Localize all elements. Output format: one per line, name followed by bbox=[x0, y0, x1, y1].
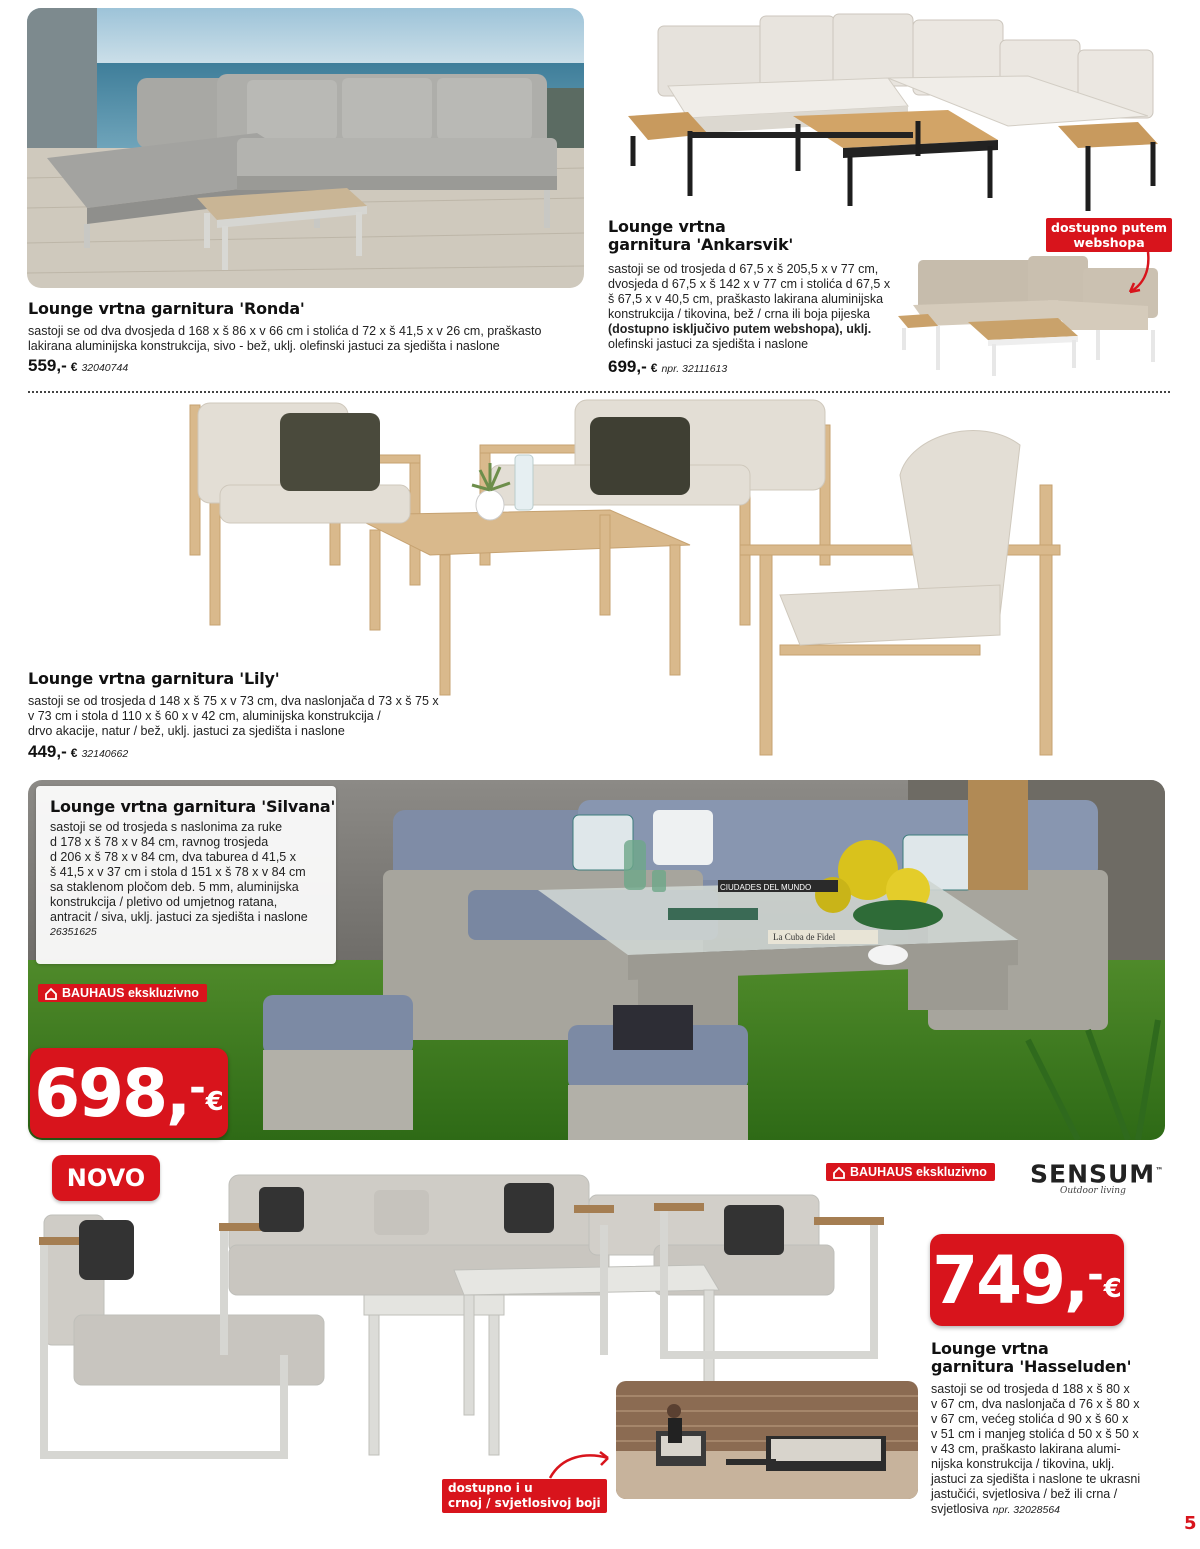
ankarsvik-desc-line: (dostupno isključivo putem webshopa), uklj. bbox=[608, 322, 872, 336]
novo-label: NOVO bbox=[66, 1164, 146, 1192]
webshop-arrow-icon bbox=[1120, 250, 1160, 300]
ronda-description bbox=[28, 324, 588, 354]
ankarsvik-title bbox=[608, 218, 793, 254]
sensum-logo bbox=[1030, 1158, 1170, 1198]
sensum-tm: ™ bbox=[1155, 1166, 1165, 1175]
ronda-article-number: 32040744 bbox=[81, 362, 129, 374]
lily-article-number: 32140662 bbox=[81, 748, 129, 760]
ankarsvik-photo bbox=[628, 6, 1176, 216]
ankarsvik-description bbox=[608, 262, 908, 352]
ankarsvik-desc-line: dvosjeda d 67,5 x š 142 x v 77 cm i stolića d 67,5 x bbox=[608, 277, 891, 291]
webshop-badge bbox=[1046, 218, 1172, 252]
sensum-brand: SENSUM bbox=[1030, 1159, 1156, 1189]
hasseluden-desc-line: jastuci za sjedišta i naslone te ukrasni bbox=[931, 1472, 1141, 1486]
ankarsvik-desc-line: š 67,5 x v 40,5 cm, praškasto lakirana aluminijska bbox=[608, 292, 884, 306]
ankarsvik-title-line: garnitura 'Ankarsvik' bbox=[608, 235, 794, 254]
lily-price-row bbox=[28, 742, 128, 762]
lily-desc-line: v 73 cm i stola d 110 x š 60 x v 42 cm, aluminijska konstrukcija / bbox=[28, 709, 381, 723]
webshop-badge-line: webshopa bbox=[1073, 235, 1145, 250]
silvana-book-title: La Cuba de Fidel bbox=[773, 932, 836, 942]
ankarsvik-title-line: Lounge vrtna bbox=[608, 217, 726, 236]
ronda-price: 559,- bbox=[28, 356, 67, 375]
ronda-photo bbox=[27, 8, 584, 288]
hasseluden-description bbox=[931, 1382, 1171, 1518]
silvana-exclusive-label: BAUHAUS ekskluzivno bbox=[62, 986, 199, 1000]
ankarsvik-article-number: npr. 32111613 bbox=[661, 363, 728, 375]
hasseluden-title bbox=[931, 1340, 1131, 1376]
page-number: 5 bbox=[1184, 1513, 1197, 1534]
hasseluden-title-line: Lounge vrtna bbox=[931, 1339, 1049, 1358]
silvana-big-price bbox=[30, 1048, 228, 1138]
hasseluden-desc-line: v 43 cm, praškasto lakirana alumi- bbox=[931, 1442, 1121, 1456]
silvana-desc-line: sa staklenom pločom deb. 5 mm, aluminijska bbox=[50, 880, 299, 894]
hasseluden-desc-line: nijska konstrukcija / tikovina, uklj. bbox=[931, 1457, 1115, 1471]
lily-title: Lounge vrtna garnitura 'Lily' bbox=[28, 669, 280, 688]
ronda-desc-line: sastoji se od dva dvosjeda d 168 x š 86 x v 66 cm i stolića d 72 x š 41,5 x v 26 cm, praškasto bbox=[28, 324, 542, 338]
ankarsvik-price-row bbox=[608, 357, 727, 377]
lily-price: 449,- bbox=[28, 742, 67, 761]
color-variant-badge bbox=[442, 1479, 607, 1513]
hasseluden-desc-line: svjetlosiva bbox=[931, 1502, 989, 1516]
hasseluden-big-price bbox=[930, 1234, 1124, 1326]
silvana-description bbox=[50, 820, 330, 940]
hasseluden-price-dash: - bbox=[1087, 1252, 1104, 1298]
lily-currency: € bbox=[70, 746, 78, 760]
section-divider bbox=[28, 391, 1170, 393]
house-icon bbox=[44, 987, 58, 1000]
hasseluden-article-number: npr. 32028564 bbox=[992, 1504, 1061, 1516]
hasseluden-desc-line: v 67 cm, većeg stolića d 90 x š 60 x bbox=[931, 1412, 1129, 1426]
ronda-illustration bbox=[27, 8, 584, 288]
sensum-tagline: Outdoor living bbox=[1060, 1186, 1126, 1196]
silvana-desc-line: d 206 x š 78 x v 84 cm, dva taburea d 41,5 x bbox=[50, 850, 296, 864]
color-variant-line: dostupno i u bbox=[448, 1481, 533, 1495]
silvana-title: Lounge vrtna garnitura 'Silvana' bbox=[50, 797, 336, 816]
ankarsvik-price: 699,- bbox=[608, 357, 647, 376]
color-variant-arrow-icon bbox=[546, 1448, 616, 1482]
silvana-desc-line: š 41,5 x v 37 cm i stola d 151 x š 78 x v 84 cm bbox=[50, 865, 306, 879]
silvana-desc-line: sastoji se od trosjeda s naslonima za ruke bbox=[50, 820, 283, 834]
hasseluden-price-main: 749, bbox=[932, 1241, 1088, 1319]
silvana-price-currency: € bbox=[205, 1087, 224, 1117]
silvana-book-title: CIUDADES DEL MUNDO bbox=[720, 883, 812, 892]
color-variant-line: crnoj / svjetlosivoj boji bbox=[448, 1496, 601, 1510]
hasseluden-price-currency: € bbox=[1103, 1274, 1122, 1304]
lily-desc-line: drvo akacije, natur / bež, uklj. jastuci za sjedišta i naslone bbox=[28, 724, 345, 738]
hasseluden-desc-line: sastoji se od trosjeda d 188 x š 80 x bbox=[931, 1382, 1130, 1396]
lily-desc-line: sastoji se od trosjeda d 148 x š 75 x v 73 cm, dva naslonjača d 73 x š 75 x bbox=[28, 694, 439, 708]
ankarsvik-desc-line: olefinski jastuci za sjedišta i naslone bbox=[608, 337, 809, 351]
hasseluden-lifestyle-illustration bbox=[616, 1381, 918, 1499]
hasseluden-desc-line: v 67 cm, dva naslonjača d 76 x š 80 x bbox=[931, 1397, 1140, 1411]
hasseluden-desc-line: jastučići, svjetlosiva / bež ili crna / bbox=[931, 1487, 1118, 1501]
ankarsvik-illustration bbox=[628, 6, 1176, 216]
ronda-price-row bbox=[28, 356, 128, 376]
webshop-badge-line: dostupno putem bbox=[1051, 220, 1167, 235]
silvana-article-number: 26351625 bbox=[50, 926, 97, 938]
ronda-currency: € bbox=[70, 360, 78, 374]
hasseluden-exclusive-label: BAUHAUS ekskluzivno bbox=[850, 1165, 987, 1179]
silvana-price-dash: - bbox=[189, 1065, 206, 1111]
ronda-desc-line: lakirana aluminijska konstrukcija, sivo - bež, uklj. olefinski jastuci za sjedišta i naslone bbox=[28, 339, 500, 353]
ankarsvik-currency: € bbox=[650, 361, 658, 375]
hasseluden-title-line: garnitura 'Hasseluden' bbox=[931, 1357, 1132, 1376]
silvana-exclusive-badge bbox=[38, 984, 207, 1002]
silvana-desc-line: antracit / siva, uklj. jastuci za sjedišta i naslone bbox=[50, 910, 308, 924]
ankarsvik-desc-line: sastoji se od trosjeda d 67,5 x š 205,5 x v 77 cm, bbox=[608, 262, 879, 276]
silvana-info-card bbox=[36, 786, 336, 964]
ankarsvik-desc-line: konstrukcija / tikovina, bež / crna ili boja pijeska bbox=[608, 307, 870, 321]
lily-description bbox=[28, 694, 488, 739]
hasseluden-desc-line: v 51 cm i manjeg stolića d 50 x š 50 x bbox=[931, 1427, 1139, 1441]
ronda-title: Lounge vrtna garnitura 'Ronda' bbox=[28, 299, 305, 318]
silvana-desc-line: d 178 x š 78 x v 84 cm, ravnog trosjeda bbox=[50, 835, 269, 849]
silvana-price-main: 698, bbox=[34, 1054, 190, 1132]
silvana-desc-line: konstrukcija / pletivo od umjetnog ratana, bbox=[50, 895, 278, 909]
hasseluden-lifestyle-photo bbox=[616, 1381, 918, 1499]
